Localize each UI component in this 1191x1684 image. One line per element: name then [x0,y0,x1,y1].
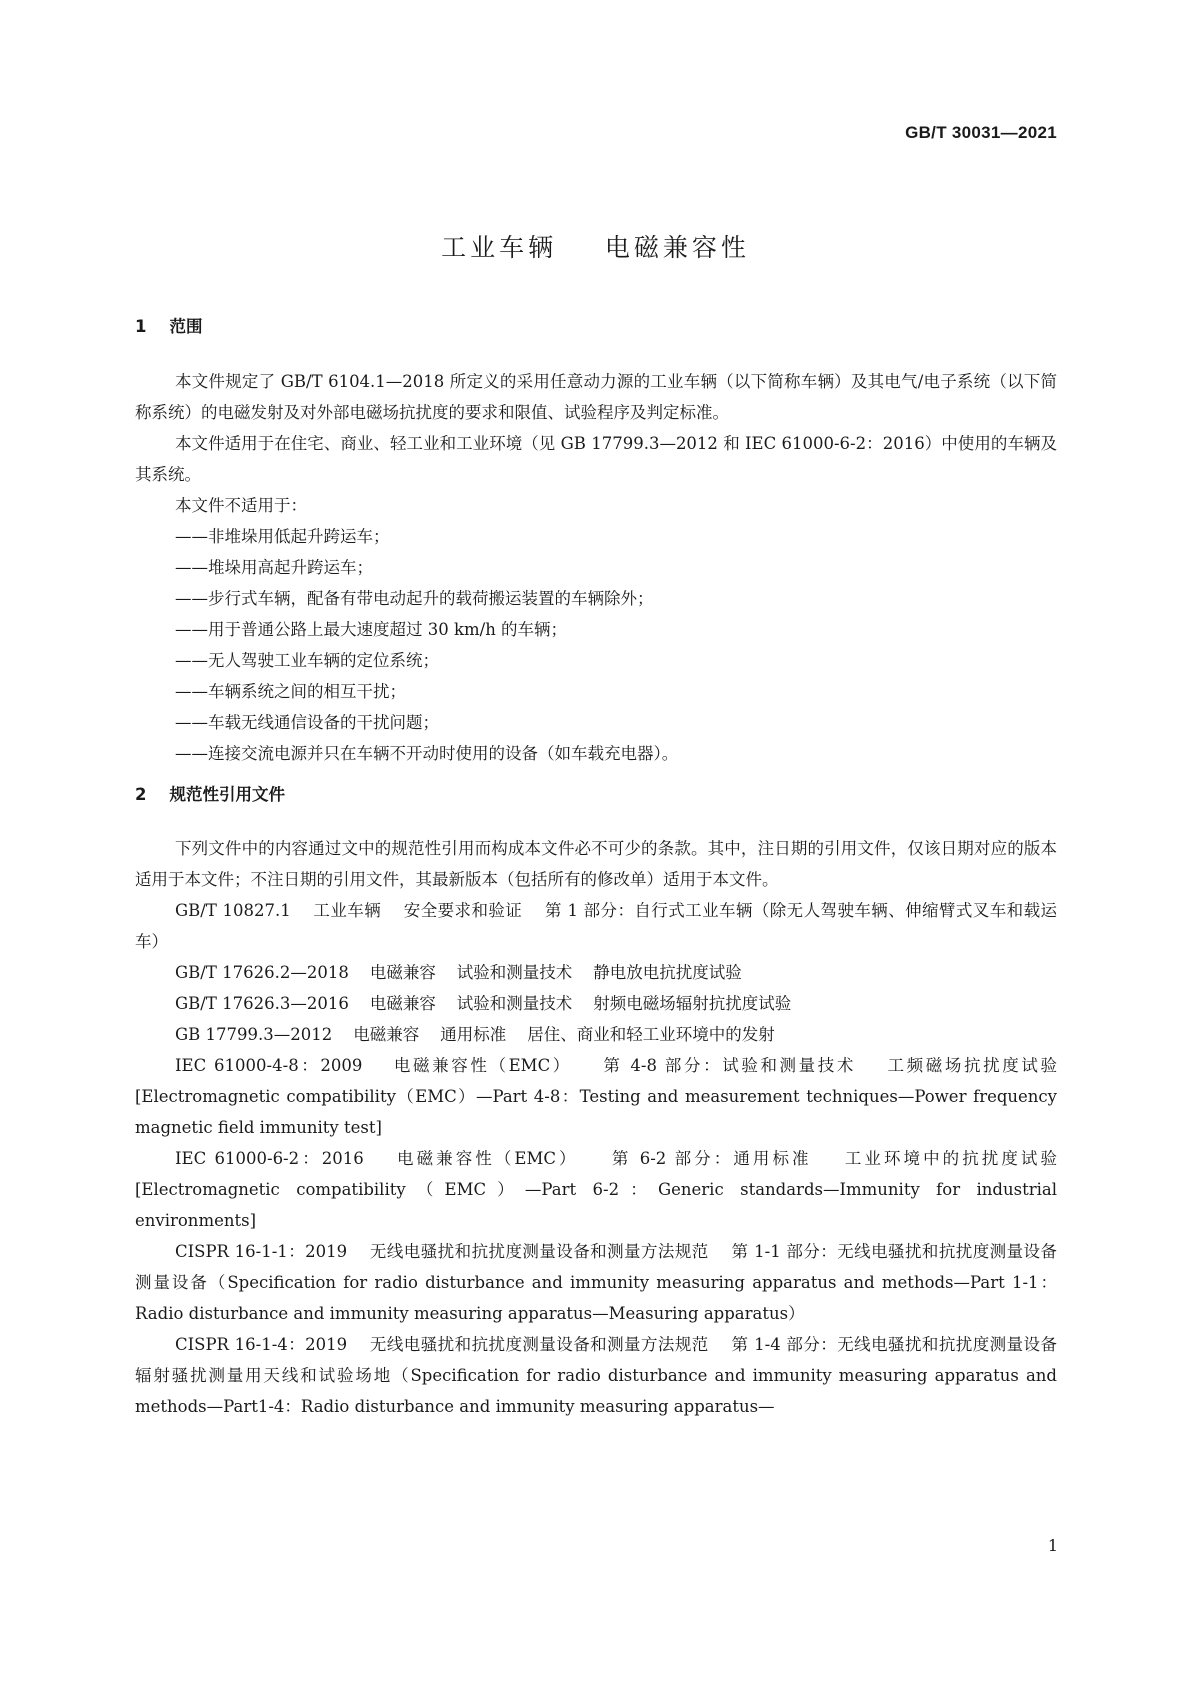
document-code: GB/T 30031—2021 [905,123,1057,142]
references-intro: 下列文件中的内容通过文中的规范性引用而构成本文件必不可少的条款。其中，注日期的引用文件，仅该日期对应的版本适用于本文件；不注日期的引用文件，其最新版本（包括所有的修改单）适用于本文件。 [135,839,1057,889]
exclusion-item: ——车辆系统之间的相互干扰； [175,682,406,701]
reference-entry: IEC 61000-4-8：2009 电磁兼容性（EMC） 第 4-8 部分：试验和测量技术 工频磁场抗扰度试验 [Electromagnetic compatibility（EMC）—Part 4-8：Testing and measurement techniques—Power frequency magnetic field immunity test] [135,1056,1063,1137]
reference-entry: CISPR 16-1-4：2019 无线电骚扰和抗扰度测量设备和测量方法规范 第 1-4 部分：无线电骚扰和抗扰度测量设备 辐射骚扰测量用天线和试验场地（Specification for radio disturbance and immunity measuring apparatus and methods—Part1-4：Radio disturbance and immunity measuring apparatus— [135,1335,1078,1416]
exclusion-item: ——连接交流电源并只在车辆不开动时使用的设备（如车载充电器）。 [175,744,679,763]
scope-paragraph-1: 本文件规定了 GB/T 6104.1—2018 所定义的采用任意动力源的工业车辆（以下简称车辆）及其电气/电子系统（以下简称系统）的电磁发射及对外部电磁场抗扰度的要求和限值、试验程序及判定标准。 [135,372,1057,422]
reference-entry: GB/T 17626.3—2016 电磁兼容 试验和测量技术 射频电磁场辐射抗扰度试验 [175,994,792,1013]
reference-entry: GB/T 17626.2—2018 电磁兼容 试验和测量技术 静电放电抗扰度试验 [175,963,742,982]
section-2-heading: 2 规范性引用文件 [135,785,285,804]
exclusion-item: ——堆垛用高起升跨运车； [175,558,373,577]
page-number: 1 [1047,1536,1058,1555]
exclusion-item: ——无人驾驶工业车辆的定位系统； [175,651,439,670]
section-1-heading: 1 范围 [135,317,203,336]
section-2-body [135,833,1078,1422]
exclusion-item: ——非堆垛用低起升跨运车； [175,527,390,546]
reference-entry: IEC 61000-6-2：2016 电磁兼容性（EMC） 第 6-2 部分：通用标准 工业环境中的抗扰度试验 [Electromagnetic compatibility（EMC）—Part 6-2：Generic standards—Immunity for industrial environments] [135,1149,1063,1230]
reference-entry: CISPR 16-1-1：2019 无线电骚扰和抗扰度测量设备和测量方法规范 第 1-1 部分：无线电骚扰和抗扰度测量设备 测量设备（Specification for radio disturbance and immunity measuring apparatus and methods—Part 1-1：Radio disturbance and immunity measuring apparatus—Measuring apparatus） [135,1242,1078,1323]
document-title: 工业车辆 电磁兼容性 [441,233,750,262]
scope-paragraph-2: 本文件适用于在住宅、商业、轻工业和工业环境（见 GB 17799.3—2012 和 IEC 61000-6-2：2016）中使用的车辆及其系统。 [135,434,1057,484]
exclusion-item: ——步行式车辆，配备有带电动起升的载荷搬运装置的车辆除外； [175,589,654,608]
exclusion-item: ——车载无线通信设备的干扰问题； [175,713,439,732]
reference-entry: GB 17799.3—2012 电磁兼容 通用标准 居住、商业和轻工业环境中的发射 [175,1025,775,1044]
reference-entry: GB/T 10827.1 工业车辆 安全要求和验证 第 1 部分：自行式工业车辆（除无人驾驶车辆、伸缩臂式叉车和载运车） [135,901,1057,951]
exclusion-item: ——用于普通公路上最大速度超过 30 km/h 的车辆； [175,620,568,639]
scope-paragraph-3: 本文件不适用于： [175,496,307,515]
section-1-body [135,366,1057,769]
